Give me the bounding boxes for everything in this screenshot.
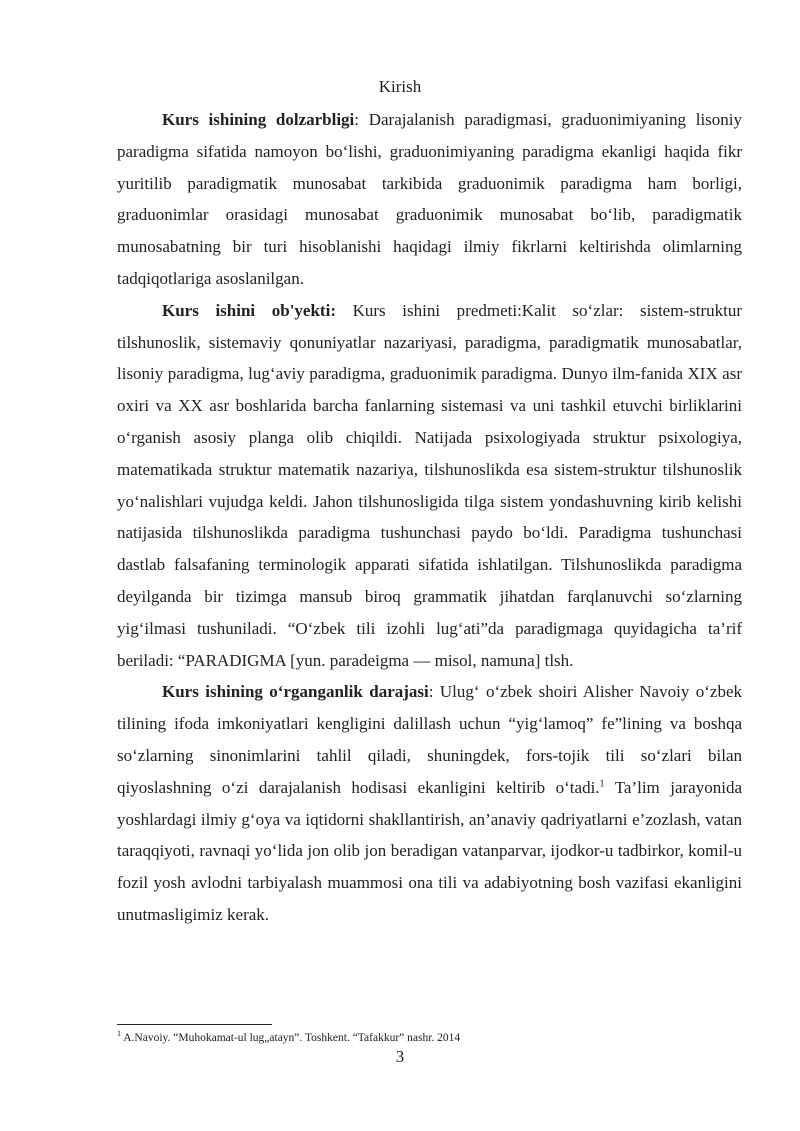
- paragraph-text: Darajalanish paradigmasi, graduonimiyaning lisoniy paradigma sifatida namoyon bo‘lishi, graduonimiyaning paradigma ekanligi haqida fikr yuritilib paradigmatik munosabat tarkibida graduonimik paradigma ham borligi, graduonimlar orasidagi munosabat graduonimik munosabat bo‘lib, paradigmatik munosabatning bir turi hisoblanishi haqidagi ilmiy fikrlarni keltirishda olimlarning tadqiqotlariga asoslanilgan.: [117, 110, 743, 288]
- body-text: [117, 104, 742, 931]
- footnote: [117, 1031, 742, 1045]
- paragraph-object: [117, 295, 742, 677]
- paragraph-text-continued: Ta’lim jarayonida yoshlardagi ilmiy g‘oya va iqtidorni shakllantirish, an’anaviy qadriyatlarni e’zozlash, vatan taraqqiyoti, ravnaqi yo‘lida jon olib jon beradigan vatanparvar, ijodkor-u tadbirkor, komil-u fozil yosh avlodni tarbiyalash muammosi ona tili va adabiyotning bosh vazifasi ekanligini unutmasligimiz kerak.: [117, 777, 742, 924]
- section-heading: Kirish: [378, 77, 422, 96]
- paragraph-lead: Kurs ishining dolzarbligi: [162, 110, 355, 129]
- footnote-text: A.Navoiy. “Muhokamat-ul lug„atayn”. Toshkent. “Tafakkur” nashr. 2014: [121, 1032, 461, 1044]
- paragraph-text: Kurs ishini predmeti:Kalit so‘zlar: sistem-struktur tilshunoslik, sistemaviy qonuniyatlar nazariyasi, paradigma, paradigmatik munosabatlar, lisoniy paradigma, lug‘aviy paradigma, graduonimik paradigma. Dunyo ilm-fanida XIX asr oxiri va XX asr boshlarida barcha fanlarning sistemasi va uni tashkil etuvchi birliklarini o‘rganish asosiy planga olib chiqildi. Natijada psixologiyada struktur psixologiya, matematikada struktur matematik nazariya, tilshunoslikda esa sistem-struktur tilshunoslik yo‘nalishlari vujudga keldi. Jahon tilshunosligida tilga sistem yondashuvning kirib kelishi natijasida tilshunoslikda paradigma tushunchasi paydo bo‘ldi. Paradigma tushunchasi dastlab falsafaning terminologik apparati sifatida ishlatilgan. Tilshunoslikda paradigma deyilganda bir tizimga mansub biroq grammatik jihatdan farqlanuvchi so‘zlarning yig‘ilmasi tushuniladi. “O‘zbek tili izohli lug‘ati”da paradigmaga quyidagicha ta’rif beriladi: “PARADIGMA [yun. paradeigma — misol, namuna] tlsh.: [117, 300, 742, 670]
- paragraph-lead: Kurs ishini ob'yekti:: [162, 300, 336, 320]
- paragraph-text: Ulug‘ o‘zbek shoiri Alisher Navoiy o‘zbek tilining ifoda imkoniyatlari kengligini dalillash uchun “yig‘lamoq” fe”lining va boshqa so‘zlarning sinonimlarini tahlil qiladi, shuningdek, fors-tojik tili so‘zlari bilan qiyoslashning o‘zi darajalanish hodisasi ekanligini keltirib o‘tadi.: [117, 682, 742, 797]
- paragraph-study-level: [117, 676, 742, 930]
- paragraph-relevance: [117, 104, 742, 295]
- page-number: 3: [395, 1047, 405, 1066]
- paragraph-lead: Kurs ishining o‘rganganlik darajasi: [162, 682, 429, 702]
- footnote-separator: [117, 1024, 272, 1025]
- footnote-reference[interactable]: 1: [599, 778, 605, 790]
- lead-separator: :: [428, 682, 434, 702]
- lead-separator: :: [354, 110, 360, 129]
- footnote-mark: 1: [117, 1029, 121, 1039]
